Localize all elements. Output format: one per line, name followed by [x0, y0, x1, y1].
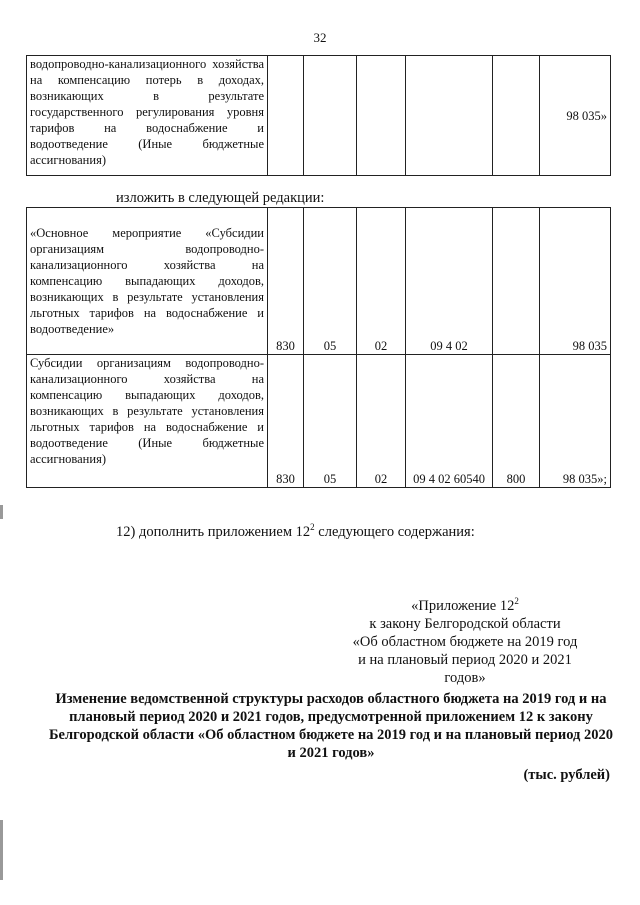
table-cell-amount: 98 035»;	[540, 355, 611, 488]
table-cell	[406, 56, 493, 176]
table-cell	[493, 56, 540, 176]
units-label: (тыс. рублей)	[523, 767, 610, 783]
appendix-line5: годов»	[444, 669, 486, 686]
table-cell-type: 800	[493, 355, 540, 488]
table-cell-amount: 98 035»	[540, 56, 611, 176]
appendix-line2: к закону Белгородской области	[369, 615, 561, 632]
table-row	[27, 208, 611, 355]
cell-text: водопроводно-канализационного хозяйства на компенсацию потерь в доходах, возникающих в результате государственного регулирования уровня тарифов на водоснабжение и водоотведение (Иные бюджетные ассигнования)	[30, 57, 264, 167]
appendix-line4: и на плановый период 2020 и 2021	[358, 651, 572, 668]
table-cell	[357, 56, 406, 176]
table-cell-name: Субсидии организациям водопроводно-канализационного хозяйства на компенсацию выпадающих доходов, возникающих в результате установления льготных тарифов на водоснабжение и водоотведение (Иные бюджетные ассигнования)	[27, 355, 268, 488]
table-cell-section: 05	[304, 355, 357, 488]
item-12-text	[116, 522, 475, 541]
table-cell	[268, 56, 304, 176]
table-row	[27, 355, 611, 488]
table-cell-name: «Основное мероприятие «Субсидии организациям водопроводно-канализационного хозяйства на компенсацию выпадающих доходов, возникающих в результате установления льготных тарифов на водоснабжение и водоотведение»	[27, 208, 268, 355]
instruction-text: изложить в следующей редакции:	[116, 190, 325, 206]
margin-mark	[0, 820, 3, 880]
previous-table-fragment	[26, 55, 611, 176]
appendix-line1	[330, 592, 600, 615]
appendix-header	[330, 592, 600, 687]
page-number: 32	[313, 30, 327, 45]
table-cell-target: 09 4 02 60540	[406, 355, 493, 488]
table-cell-target: 09 4 02	[406, 208, 493, 355]
table-cell-subsection: 02	[357, 208, 406, 355]
table-cell-amount: 98 035	[540, 208, 611, 355]
item-12-sup: 2	[310, 522, 315, 532]
table-cell-ministry: 830	[268, 355, 304, 488]
table-cell-type	[493, 208, 540, 355]
table-cell-subsection: 02	[357, 355, 406, 488]
table-cell-name	[27, 56, 268, 176]
budget-table	[26, 207, 611, 488]
table-cell-section: 05	[304, 208, 357, 355]
appendix-line3: «Об областном бюджете на 2019 год	[352, 633, 578, 650]
appendix-line1-text: «Приложение 12	[411, 597, 515, 614]
table-cell	[304, 56, 357, 176]
margin-mark	[0, 505, 3, 519]
item-12-tail: следующего содержания:	[314, 523, 475, 540]
document-heading: Изменение ведомственной структуры расходов областного бюджета на 2019 год и на плановый период 2020 и 2021 годов, предусмотренной приложением 12 к закону Белгородской области «Об областном бюджете на 2019 год и на плановый период 2020 и 2021 годов»	[48, 691, 614, 761]
appendix-line1-sup: 2	[514, 596, 519, 606]
item-12-main: 12) дополнить приложением 12	[116, 523, 311, 540]
table-cell-ministry: 830	[268, 208, 304, 355]
